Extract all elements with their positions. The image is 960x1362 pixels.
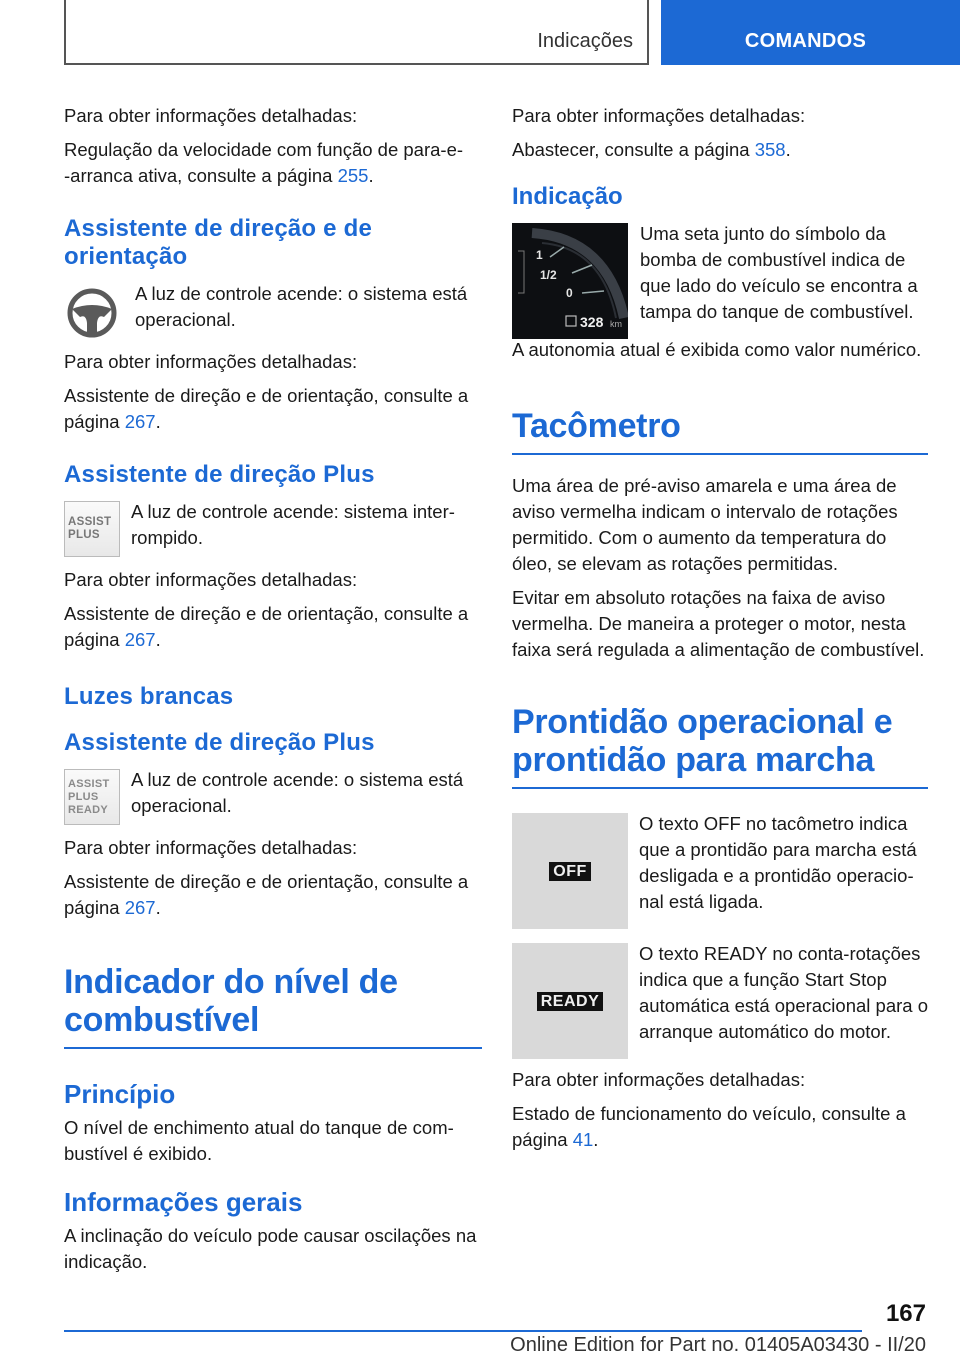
- paragraph: Para obter informações detalhadas:: [64, 351, 358, 372]
- footer-divider: [64, 1330, 862, 1332]
- heading-assist-plus-ready: Assistente de direção Plus: [64, 729, 375, 756]
- chapter-tab[interactable]: [661, 0, 960, 65]
- gauge-range-unit: km: [610, 319, 622, 329]
- indicator-description: A luz de controle acende: o sistema está operacional.: [135, 283, 468, 330]
- assist-plus-icon: ASSIST PLUS: [64, 501, 120, 557]
- off-display-image: [512, 813, 628, 929]
- page-link[interactable]: 358: [754, 139, 786, 160]
- gauge-range-value: 328: [580, 314, 604, 330]
- ready-display-label: READY: [537, 992, 604, 1011]
- off-display-label: OFF: [549, 862, 591, 881]
- section-title: Indicações: [537, 30, 633, 52]
- paragraph: Assistente de direção e de orientação, consulte a página 267.: [64, 603, 469, 650]
- paragraph: O texto READY no conta-rotações indica que a função Start Stop automática está operacional para o arranque automático do motor.: [639, 943, 928, 1042]
- paragraph: Para obter informações detalhadas:: [64, 569, 358, 590]
- paragraph: Evitar em absoluto rotações na faixa de aviso vermelha. De maneira a proteger o motor, nesta faixa será regulada a alimentação de combustível.: [512, 587, 925, 660]
- edition-note: Online Edition for Part no. 01405A03430 - II/20: [510, 1334, 926, 1356]
- page-link[interactable]: 41: [572, 1129, 594, 1150]
- right-column: [512, 103, 928, 1161]
- paragraph: Uma área de pré-aviso amarela e uma área de aviso vermelha indicam o intervalo de rotações permitido. Com o aumento da temperatura do óleo, se elevam as rotações permitidas.: [512, 475, 898, 574]
- heading-indication: Indicação: [512, 183, 623, 210]
- section-heading-fuel: Indicador do nível de combustível: [64, 963, 482, 1049]
- page-link[interactable]: 267: [124, 897, 156, 918]
- header-frame: [64, 0, 649, 65]
- paragraph: Para obter informações detalhadas:: [64, 105, 358, 126]
- gauge-label-full: 1: [536, 248, 543, 262]
- section-heading-tachometer: Tacômetro: [512, 407, 928, 455]
- page-number: 167: [885, 1300, 926, 1327]
- heading-steering-assistant: Assistente de direção e de orientação: [64, 215, 372, 270]
- steering-wheel-icon: [64, 283, 124, 339]
- paragraph: A inclinação do veículo pode causar oscilações na indicação.: [64, 1225, 477, 1272]
- section-heading-ready: Prontidão operacional e prontidão para marcha: [512, 703, 928, 789]
- paragraph: Assistente de direção e de orientação, consulte a página 267.: [64, 385, 469, 432]
- indicator-row: [64, 499, 482, 559]
- ready-display-image: [512, 943, 628, 1059]
- heading-white-lights: Luzes brancas: [64, 683, 234, 710]
- paragraph: O nível de enchimento atual do tanque de combustível é exibido.: [64, 1117, 454, 1164]
- page-link[interactable]: 267: [124, 411, 156, 432]
- gauge-label-half: 1/2: [540, 268, 557, 282]
- indicator-description: A luz de controle acende: sistema interrompido.: [131, 501, 455, 548]
- heading-principle: Princípio: [64, 1079, 176, 1109]
- paragraph: Abastecer, consulte a página 358.: [512, 139, 791, 160]
- paragraph: O texto OFF no tacômetro indica que a prontidão para marcha está desligada e a prontidão operacional está ligada.: [639, 813, 917, 912]
- display-row: [512, 941, 928, 1059]
- display-row: [512, 811, 928, 929]
- indicator-row: [64, 281, 482, 341]
- indicator-row: [512, 221, 928, 339]
- page-link[interactable]: 255: [337, 165, 369, 186]
- fuel-gauge-image: [512, 223, 628, 339]
- gauge-label-empty: 0: [566, 286, 573, 300]
- paragraph: Para obter informações detalhadas:: [512, 105, 806, 126]
- paragraph: Assistente de direção e de orientação, consulte a página 267.: [64, 871, 469, 918]
- paragraph: A autonomia atual é exibida como valor numérico.: [512, 339, 922, 360]
- paragraph: Regulação da velocidade com função de para-e-‑arranca ativa, consulte a página 255.: [64, 139, 464, 186]
- paragraph: Uma seta junto do símbolo da bomba de combustível indica de que lado do veículo se encontra a tampa do tanque de combustível.: [640, 223, 918, 322]
- paragraph: Para obter informações detalhadas:: [64, 837, 358, 858]
- heading-general-info: Informações gerais: [64, 1187, 303, 1217]
- chapter-tab-label: COMANDOS: [744, 30, 867, 52]
- assist-plus-ready-icon: ASSIST PLUS READY: [64, 769, 120, 825]
- page-link[interactable]: 267: [124, 629, 156, 650]
- heading-assist-plus: Assistente de direção Plus: [64, 461, 375, 488]
- indicator-description: A luz de controle acende: o sistema está operacional.: [131, 769, 464, 816]
- indicator-row: [64, 767, 482, 827]
- paragraph: Estado de funcionamento do veículo, consulte a página 41.: [512, 1103, 906, 1150]
- paragraph: Para obter informações detalhadas:: [512, 1069, 806, 1090]
- left-column: [64, 103, 482, 1283]
